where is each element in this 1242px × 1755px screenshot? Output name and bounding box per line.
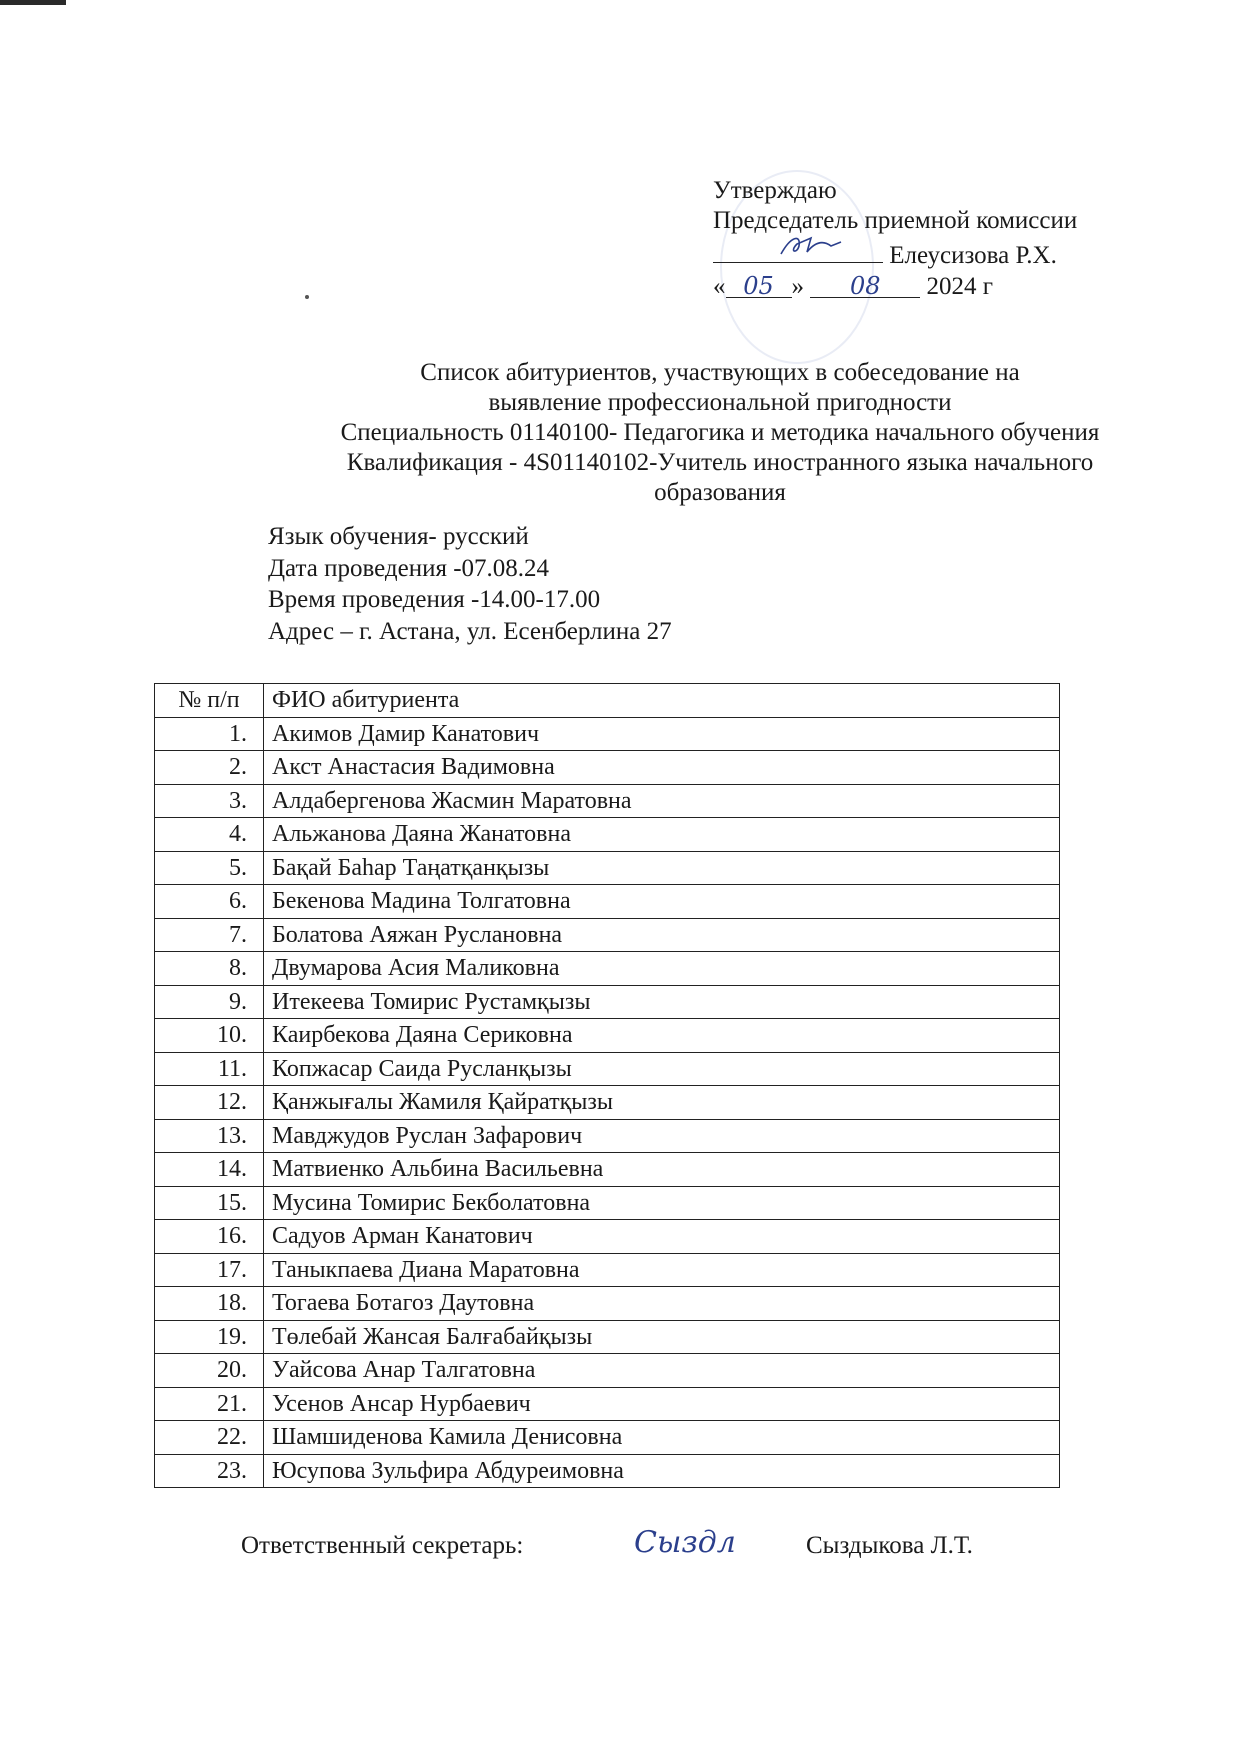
- applicants-table: [154, 683, 1060, 1488]
- applicant-name: Акст Анастасия Вадимовна: [264, 751, 1060, 785]
- table-row: [155, 1220, 1060, 1254]
- chairman-signature-icon: [771, 232, 851, 260]
- row-number: 4.: [155, 818, 264, 852]
- secretary-signature-text: Сыздл: [634, 1525, 736, 1560]
- row-number: 12.: [155, 1086, 264, 1120]
- scan-speck: [305, 295, 309, 299]
- approval-heading: Утверждаю: [713, 177, 837, 204]
- document-title-block: [270, 358, 1170, 508]
- date-month-value: 08: [849, 272, 881, 300]
- row-number: 5.: [155, 851, 264, 885]
- applicant-name: Бекенова Мадина Толгатовна: [264, 885, 1060, 919]
- applicant-name: Акимов Дамир Канатович: [264, 717, 1060, 751]
- applicant-name: Мавджудов Руслан Зафарович: [264, 1119, 1060, 1153]
- qualification-line-2: образования: [654, 479, 786, 506]
- table-row: [155, 1052, 1060, 1086]
- table-row: [155, 1454, 1060, 1488]
- row-number: 8.: [155, 952, 264, 986]
- table-row: [155, 1186, 1060, 1220]
- applicant-name: Двумарова Асия Маликовна: [264, 952, 1060, 986]
- applicant-name: Юсупова Зульфира Абдуреимовна: [264, 1454, 1060, 1488]
- applicant-name: Уайсова Анар Талгатовна: [264, 1354, 1060, 1388]
- row-number: 23.: [155, 1454, 264, 1488]
- table-row: [155, 1153, 1060, 1187]
- table-row: [155, 818, 1060, 852]
- row-number: 7.: [155, 918, 264, 952]
- qualification-line-1: Квалификация - 4S01140102-Учитель иностранного языка начального: [346, 449, 1094, 476]
- quote-open: «: [713, 273, 726, 300]
- row-number: 1.: [155, 717, 264, 751]
- exam-info-block: [268, 521, 672, 647]
- table-header-row: [155, 684, 1060, 718]
- row-number: 3.: [155, 784, 264, 818]
- row-number: 9.: [155, 985, 264, 1019]
- applicant-name: Итекеева Томирис Рустамқызы: [264, 985, 1060, 1019]
- title-line-1: Список абитуриентов, участвующих в собеседование на: [420, 359, 1020, 386]
- time-line: Время проведения -14.00-17.00: [268, 586, 601, 613]
- table-row: [155, 1253, 1060, 1287]
- date-year: 2024 г: [926, 273, 994, 300]
- row-number: 15.: [155, 1186, 264, 1220]
- applicant-name: Болатова Аяжан Руслановна: [264, 918, 1060, 952]
- chairman-name: Елеусизова Р.Х.: [889, 242, 1057, 269]
- approval-signature-line: [713, 236, 1077, 271]
- table-row: [155, 1320, 1060, 1354]
- table-row: [155, 1354, 1060, 1388]
- table-row: [155, 985, 1060, 1019]
- date-month-field: [810, 271, 920, 298]
- row-number: 14.: [155, 1153, 264, 1187]
- row-number: 11.: [155, 1052, 264, 1086]
- secretary-role: Ответственный секретарь:: [241, 1532, 524, 1559]
- approval-block: [713, 176, 1077, 302]
- table-row: [155, 751, 1060, 785]
- table-row: [155, 1019, 1060, 1053]
- row-number: 6.: [155, 885, 264, 919]
- header-number: № п/п: [155, 684, 264, 718]
- secretary-signature-icon: [632, 1520, 736, 1564]
- row-number: 2.: [155, 751, 264, 785]
- applicant-name: Садуов Арман Канатович: [264, 1220, 1060, 1254]
- table-row: [155, 1287, 1060, 1321]
- row-number: 17.: [155, 1253, 264, 1287]
- row-number: 22.: [155, 1421, 264, 1455]
- address-line: Адрес – г. Астана, ул. Есенберлина 27: [268, 617, 672, 645]
- applicant-name: Қанжығалы Жамиля Қайратқызы: [264, 1086, 1060, 1120]
- table-row: [155, 918, 1060, 952]
- date-day-value: 05: [743, 272, 774, 300]
- language-line: Язык обучения- русский: [268, 523, 529, 550]
- date-day-field: [726, 271, 792, 298]
- header-name: ФИО абитуриента: [264, 684, 1060, 718]
- row-number: 16.: [155, 1220, 264, 1254]
- table-row: [155, 1119, 1060, 1153]
- title-line-2: выявление профессиональной пригодности: [488, 389, 952, 416]
- table-row: [155, 952, 1060, 986]
- table-row: [155, 1086, 1060, 1120]
- row-number: 18.: [155, 1287, 264, 1321]
- table-row: [155, 784, 1060, 818]
- applicant-name: Копжасар Саида Русланқызы: [264, 1052, 1060, 1086]
- table-row: [155, 1421, 1060, 1455]
- row-number: 10.: [155, 1019, 264, 1053]
- applicant-name: Мусина Томирис Бекболатовна: [264, 1186, 1060, 1220]
- applicant-name: Усенов Ансар Нурбаевич: [264, 1387, 1060, 1421]
- quote-close: »: [791, 273, 804, 300]
- applicant-name: Альжанова Даяна Жанатовна: [264, 818, 1060, 852]
- date-line: Дата проведения -07.08.24: [268, 554, 550, 582]
- applicant-name: Тогаева Ботагоз Даутовна: [264, 1287, 1060, 1321]
- applicants-table-body: [155, 717, 1060, 1488]
- approval-chairman-title: Председатель приемной комиссии: [713, 207, 1078, 234]
- table-row: [155, 717, 1060, 751]
- applicant-name: Шамшиденова Камила Денисовна: [264, 1421, 1060, 1455]
- row-number: 19.: [155, 1320, 264, 1354]
- secretary-name: Сыздыкова Л.Т.: [806, 1532, 973, 1559]
- table-row: [155, 1387, 1060, 1421]
- row-number: 13.: [155, 1119, 264, 1153]
- applicant-name: Таныкпаева Диана Маратовна: [264, 1253, 1060, 1287]
- scan-corner-mark: [0, 0, 66, 5]
- applicant-name: Төлебай Жансая Балғабайқызы: [264, 1320, 1060, 1354]
- signature-underline: [713, 236, 883, 263]
- row-number: 20.: [155, 1354, 264, 1388]
- applicant-name: Алдабергенова Жасмин Маратовна: [264, 784, 1060, 818]
- approval-date-line: [713, 271, 1077, 302]
- applicant-name: Матвиенко Альбина Васильевна: [264, 1153, 1060, 1187]
- applicant-name: Бақай Баһар Таңатқанқызы: [264, 851, 1060, 885]
- table-row: [155, 885, 1060, 919]
- row-number: 21.: [155, 1387, 264, 1421]
- table-row: [155, 851, 1060, 885]
- specialty-line: Специальность 01140100- Педагогика и методика начального обучения: [340, 419, 1100, 446]
- applicant-name: Каирбекова Даяна Сериковна: [264, 1019, 1060, 1053]
